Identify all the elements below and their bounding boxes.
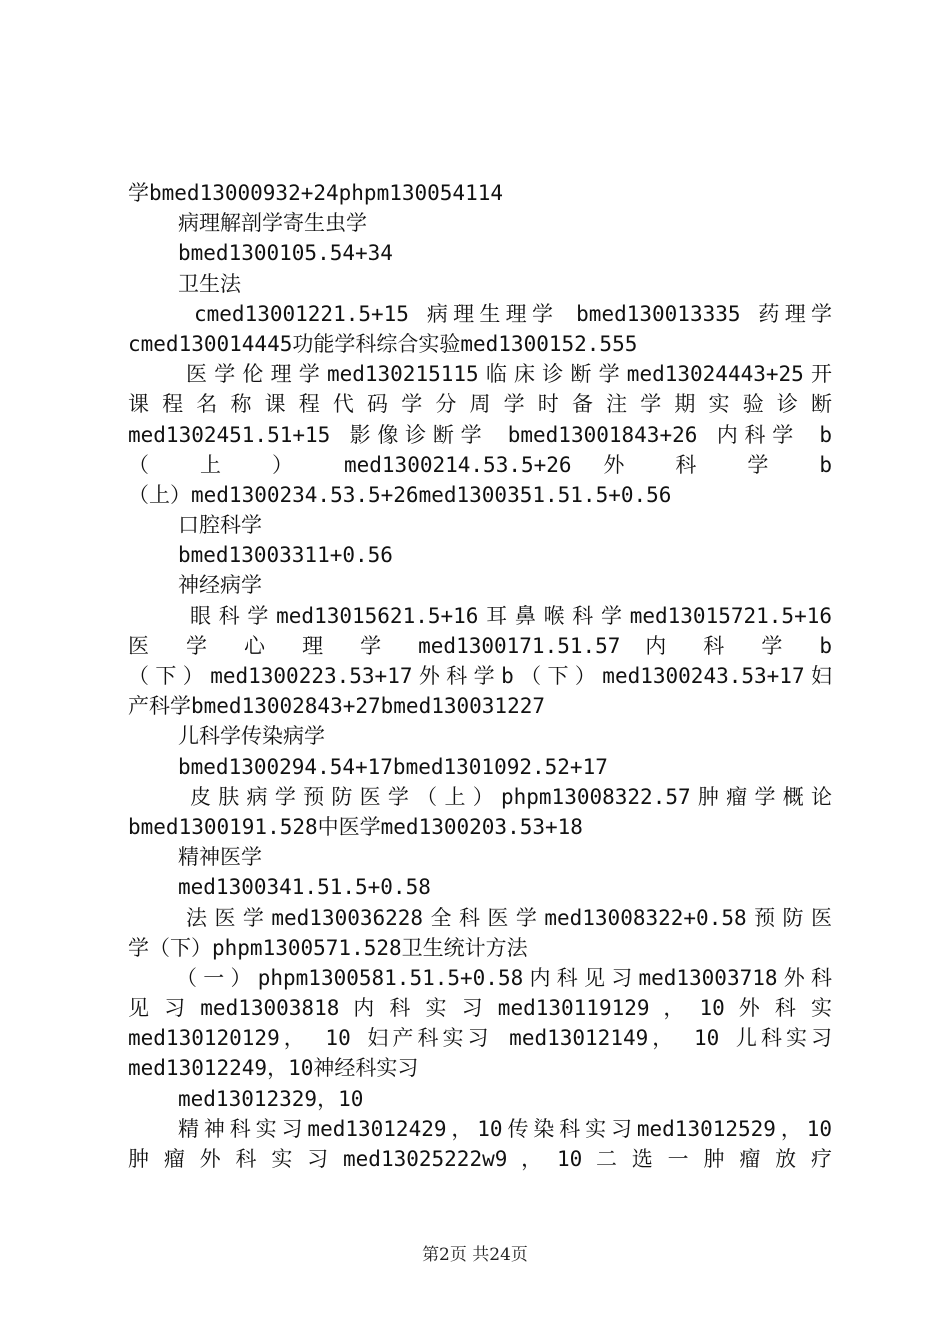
text-line: 课 程 名 称 课 程 代 码 学 分 周 学 时 备 注 学 期 实 验 诊 断: [128, 392, 832, 417]
text-line: bmed1300294.54+17bmed1301092.52+17: [178, 754, 608, 779]
text-line: cmed130014445功能学科综合实验med1300152.555: [128, 331, 638, 356]
text-line: med13012329，10: [178, 1086, 364, 1111]
text-line: 精神科实习med13012429，10传染科实习med13012529，10: [178, 1116, 832, 1141]
text-line: 口腔科学: [178, 513, 262, 538]
text-line: 神经病学: [178, 573, 262, 598]
text-line: 产科学bmed13002843+27bmed130031227: [128, 694, 546, 719]
text-line: 儿科学传染病学: [178, 724, 325, 749]
text-line: 肿 瘤 外 科 实 习 med13025222w9 ， 10 二 选 一 肿 瘤 放 疗: [128, 1147, 832, 1171]
text-line: （一）phpm1300581.51.5+0.58内科见习med13003718外科: [176, 965, 832, 990]
text-line: med1302451.51+15 影像诊断学 bmed13001843+26 内科学 b: [128, 422, 832, 447]
text-line: 学（下）phpm1300571.528卫生统计方法: [128, 935, 528, 960]
text-line: med1300341.51.5+0.58: [178, 875, 431, 900]
text-line: bmed1300105.54+34: [178, 241, 393, 266]
text-line: 学bmed13000932+24phpm130054114: [128, 181, 504, 205]
text-line: （上）med1300234.53.5+26med1300351.51.5+0.56: [128, 482, 672, 507]
text-line: （ 上 ） med1300214.53.5+26 外 科 学 b: [128, 452, 832, 477]
text-line: 病理解剖学寄生虫学: [178, 211, 367, 236]
text-line: 精神医学: [178, 845, 262, 870]
text-line: 眼科学med13015621.5+16耳鼻喉科学med13015721.5+16: [190, 603, 832, 628]
text-line: 见 习 med13003818 内 科 实 习 med130119129 ， 10 外 科 实: [128, 996, 832, 1021]
text-line: 医学伦理学med130215115临床诊断学med13024443+25开: [186, 362, 832, 387]
page-footer: 第2页 共24页: [422, 1245, 528, 1265]
document-body: [128, 178, 832, 1174]
text-line: 医 学 心 理 学 med1300171.51.57 内 科 学 b: [128, 633, 832, 658]
text-line: med130120129， 10 妇产科实习 med13012149， 10 儿科实习: [128, 1026, 832, 1051]
text-line: 皮肤病学预防医学（上）phpm13008322.57肿瘤学概论: [190, 784, 832, 809]
text-line: （下）med1300223.53+17外科学b（下）med1300243.53+17妇: [128, 664, 832, 688]
text-line: bmed13003311+0.56: [178, 543, 393, 568]
text-line: 法医学med130036228全科医学med13008322+0.58预防医: [186, 905, 832, 930]
text-line: 卫生法: [178, 271, 241, 296]
text-line: med13012249，10神经科实习: [128, 1056, 419, 1081]
text-line: cmed13001221.5+15 病理生理学 bmed130013335 药理学: [194, 301, 832, 326]
text-line: bmed1300191.528中医学med1300203.53+18: [128, 814, 583, 839]
